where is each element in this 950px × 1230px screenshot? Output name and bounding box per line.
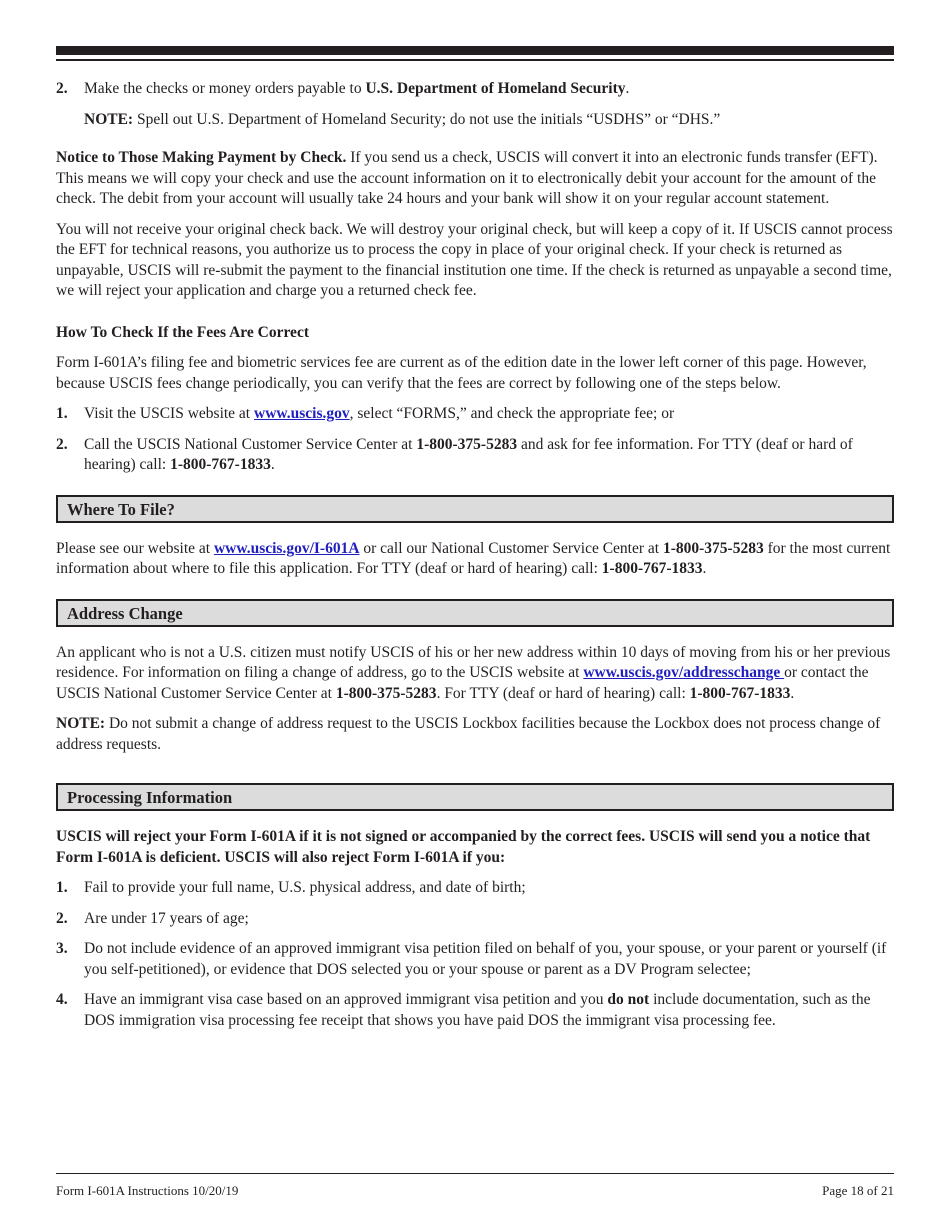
note-spell-out bbox=[56, 110, 894, 131]
tty-number: 1-800-767-1833 bbox=[601, 560, 703, 577]
footer-page-number: Page 18 of 21 bbox=[822, 1183, 894, 1198]
item-bold: do not bbox=[607, 991, 650, 1008]
page-content bbox=[56, 79, 894, 1031]
notice-check-title: Notice to Those Making Payment by Check. bbox=[56, 149, 347, 166]
paragraph-text-end: . bbox=[702, 560, 707, 577]
address-change-note bbox=[56, 714, 894, 755]
paragraph-text-mid2: . For TTY (deaf or hard of hearing) call: bbox=[436, 684, 690, 702]
step-text: Visit the USCIS website at bbox=[84, 405, 254, 422]
notice-check-paragraph bbox=[56, 148, 894, 210]
fees-heading: How To Check If the Fees Are Correct bbox=[56, 323, 309, 341]
step-text-mid: and ask for fee information. For TTY (deaf or hard of hearing) call: bbox=[84, 435, 853, 473]
fees-intro: Form I-601A’s filing fee and biometric services fee are current as of the edition date in the lower left corner of this page. However, because USCIS fees change periodically, you can verify that the fees are correct by following one of the steps below. bbox=[56, 354, 867, 392]
tty-number: 1-800-767-1833 bbox=[689, 684, 791, 702]
processing-item-1 bbox=[56, 878, 894, 899]
paragraph-text: Please see our website at bbox=[56, 539, 214, 557]
phone-number: 1-800-375-5283 bbox=[416, 435, 518, 453]
i601a-website-link[interactable]: www.uscis.gov/I-601A bbox=[213, 539, 360, 557]
header-rule-thick bbox=[56, 46, 894, 55]
item-text: Have an immigrant visa case based on an approved immigrant visa petition and you bbox=[84, 991, 608, 1008]
item-text-end: include documentation, such as the DOS immigration visa processing fee receipt that shows you have paid DOS the immigrant visa processing fee. bbox=[84, 991, 871, 1029]
fees-step-2 bbox=[56, 435, 894, 476]
uscis-website-link[interactable]: www.uscis.gov bbox=[254, 405, 350, 422]
item-number: 2. bbox=[56, 80, 68, 97]
where-to-file-paragraph bbox=[56, 539, 894, 580]
address-change-paragraph bbox=[56, 643, 894, 705]
tty-number: 1-800-767-1833 bbox=[170, 456, 271, 473]
where-to-file-heading: Where To File? bbox=[56, 495, 894, 523]
item-number: 3. bbox=[56, 940, 68, 957]
paragraph-text-mid2: for the most current information about where to file this application. For TTY (deaf or hard of hearing) call: bbox=[56, 539, 891, 577]
paragraph-text-mid: or contact the USCIS National Customer Service Center at bbox=[56, 664, 869, 702]
footer-form-edition: Form I-601A Instructions 10/20/19 bbox=[56, 1183, 239, 1198]
payable-item bbox=[56, 79, 894, 100]
note-label: NOTE: bbox=[84, 110, 134, 128]
processing-item-4 bbox=[56, 990, 894, 1031]
item-bold: U.S. Department of Homeland Security bbox=[365, 80, 626, 97]
address-change-link[interactable]: www.uscis.gov/addresschange bbox=[583, 664, 785, 681]
item-text: Fail to provide your full name, U.S. physical address, and date of birth; bbox=[84, 879, 526, 896]
item-number: 1. bbox=[56, 879, 68, 896]
processing-information-heading: Processing Information bbox=[56, 783, 894, 811]
step-text-end: , select “FORMS,” and check the appropriate fee; or bbox=[349, 405, 675, 422]
item-number: 2. bbox=[56, 909, 68, 927]
item-text: Do not include evidence of an approved immigrant visa petition filed on behalf of you, your spouse, or your parent or yourself (if you self-petitioned), or evidence that DOS selected you or your spouse or parent as a DV Program selectee; bbox=[84, 940, 887, 978]
item-number: 4. bbox=[56, 991, 68, 1008]
address-change-heading: Address Change bbox=[56, 599, 894, 627]
paragraph-text: An applicant who is not a U.S. citizen must notify USCIS of his or her new address within 10 days of moving from his or her previous residence. For information on filing a change of address, go to the USCIS website at bbox=[56, 643, 891, 681]
phone-number: 1-800-375-5283 bbox=[662, 539, 764, 557]
paragraph-text-end: . bbox=[790, 684, 795, 702]
paragraph-text-mid: or call our National Customer Service Center at bbox=[359, 539, 663, 557]
item-end: . bbox=[625, 80, 630, 97]
item-text: Make the checks or money orders payable to bbox=[84, 80, 366, 97]
notice-check-text: If you send us a check, USCIS will convert it into an electronic funds transfer (EFT). This means we will copy your check and use the account information on it to electronically debit your account for the amount of the check. The debit from your account will usually take 24 hours and your bank will show it on your regular account statement. bbox=[56, 149, 878, 207]
footer-rule bbox=[56, 1173, 894, 1174]
processing-intro: USCIS will reject your Form I-601A if it is not signed or accompanied by the correct fees. USCIS will send you a notice that Form I-601A is deficient. USCIS will also reject Form I-601A if you: bbox=[56, 828, 871, 866]
step-number: 2. bbox=[56, 435, 68, 453]
step-number: 1. bbox=[56, 405, 68, 422]
original-check-paragraph: You will not receive your original check back. We will destroy your original check, but will keep a copy of it. If USCIS cannot process the EFT for technical reasons, you authorize us to process the copy in place of your original check. If your check is returned as unpayable, USCIS will re-submit the payment to the financial institution one time. If the check is returned as unpayable a second time, we will reject your application and charge you a returned check fee. bbox=[56, 220, 893, 299]
processing-item-2 bbox=[56, 909, 894, 930]
step-text-end: . bbox=[270, 456, 275, 473]
processing-item-3 bbox=[56, 939, 894, 980]
fees-step-1 bbox=[56, 404, 894, 425]
note-text: Do not submit a change of address request to the USCIS Lockbox facilities because the Lockbox does not process change of address requests. bbox=[56, 715, 881, 753]
item-text: Are under 17 years of age; bbox=[84, 909, 249, 927]
note-label: NOTE: bbox=[56, 715, 106, 732]
phone-number: 1-800-375-5283 bbox=[335, 684, 437, 702]
note-text: Spell out U.S. Department of Homeland Security; do not use the initials “USDHS” or “DHS.” bbox=[133, 110, 721, 128]
header-rule-thin bbox=[56, 59, 894, 61]
step-text: Call the USCIS National Customer Service Center at bbox=[84, 435, 417, 453]
